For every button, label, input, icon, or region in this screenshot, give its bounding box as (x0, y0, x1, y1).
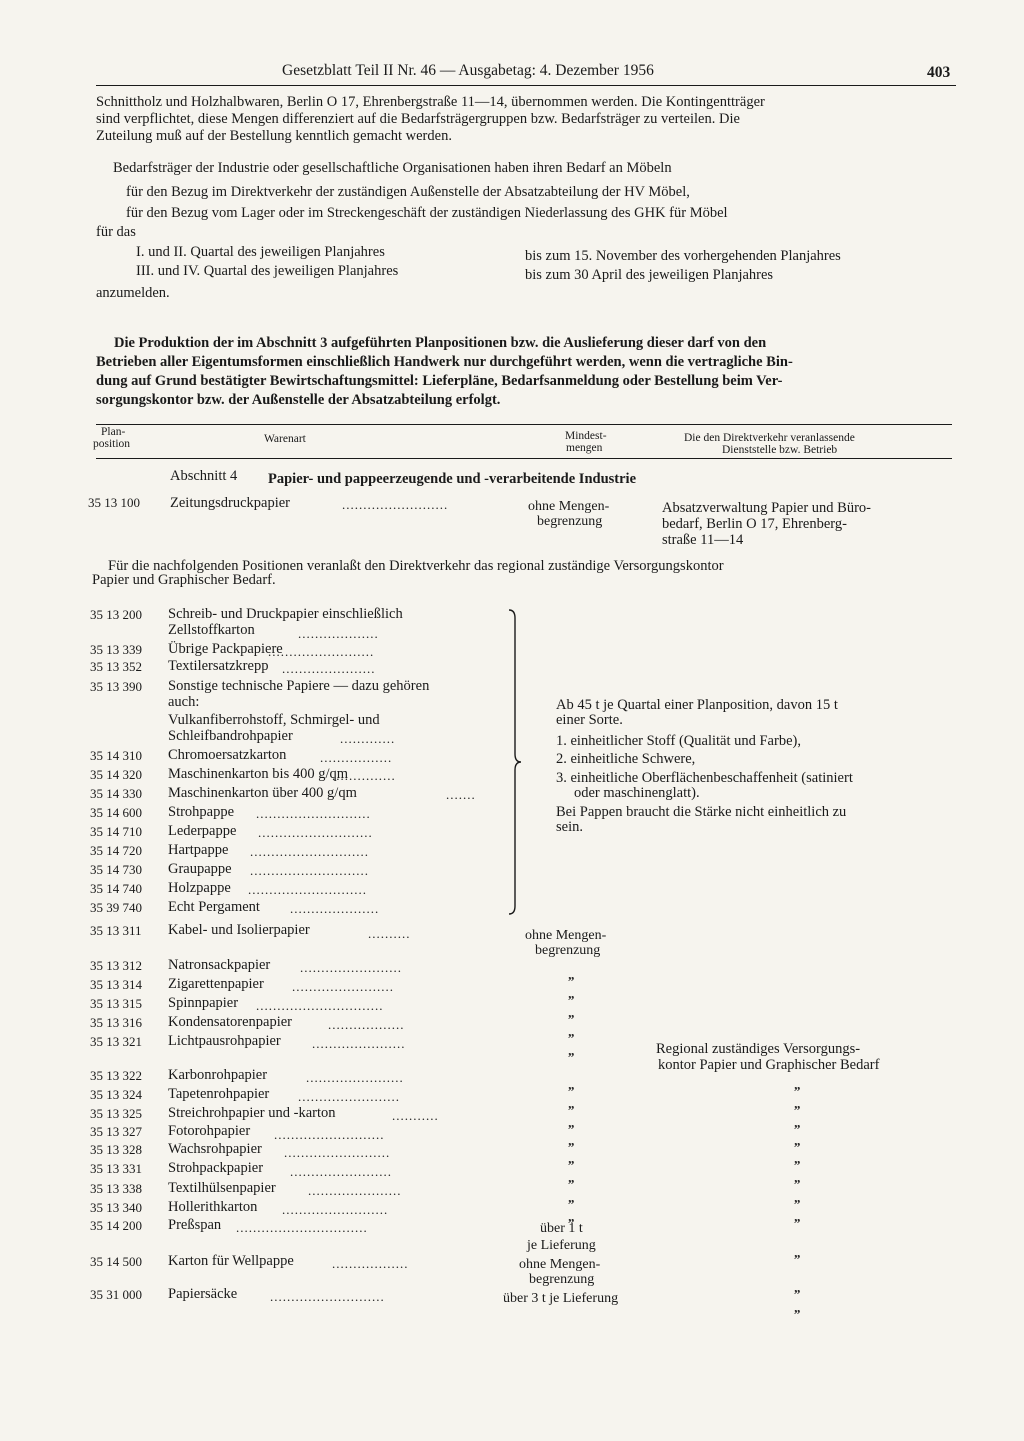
leader-dots: ........................ (298, 1089, 400, 1104)
group2-row-name: Natronsackpapier (168, 957, 271, 973)
leader-dots: ................. (320, 750, 393, 765)
ditto-mark: „ (568, 1005, 575, 1020)
leader-dots: ........... (392, 1108, 439, 1123)
group1-row-name: Strohpappe (168, 804, 235, 820)
leader-dots: ....... (446, 787, 476, 802)
group2-row-name: Streichrohpapier und -karton (168, 1105, 336, 1121)
leader-dots: .......... (368, 926, 411, 941)
group1-row-code: 35 14 720 (90, 843, 142, 858)
group1-note-item-2: 2. einheitliche Schwere, (556, 751, 696, 767)
group1-row-code: 35 14 600 (90, 805, 142, 820)
group2-min-first-1: ohne Mengen- (525, 928, 607, 943)
group2-office-line-1: Regional zuständiges Versorgungs- (656, 1041, 861, 1057)
group1-note-para-1: Bei Pappen braucht die Stärke nicht einheitlich zu (556, 804, 847, 820)
group1-row-code: 35 14 710 (90, 824, 142, 839)
group1-row-name: Schreib- und Druckpapier einschließlich (168, 606, 403, 622)
group1-row-name: Maschinenkarton bis 400 g/qm (168, 766, 349, 782)
group2-row-code: 35 13 325 (90, 1106, 142, 1121)
ditto-mark: „ (794, 1170, 801, 1185)
ditto-mark: „ (568, 986, 575, 1001)
header-rule (96, 85, 956, 86)
group1-row-name: Sonstige technische Papiere — dazu gehören (168, 678, 430, 694)
leader-dots: ......................... (342, 497, 449, 512)
leader-dots: .......................... (274, 1127, 385, 1142)
ditto-mark: „ (794, 1190, 801, 1205)
group1-row-name: auch: (168, 694, 200, 710)
para2-line-1: Bedarfsträger der Industrie oder gesellschaftliche Organisationen haben ihren Bedarf an Möbeln (113, 160, 672, 176)
group1-row-name: Lederpappe (168, 823, 237, 839)
group2-row-code: 35 13 340 (90, 1200, 142, 1215)
quarter-1-2-deadline: bis zum 15. November des vorhergehenden Planjahres (525, 248, 841, 264)
group2-row-code: 35 14 200 (90, 1218, 142, 1233)
leader-dots: ............................ (248, 882, 367, 897)
group2-row-code: 35 14 500 (90, 1254, 142, 1269)
group2-row-code: 35 13 328 (90, 1142, 142, 1157)
group2-row-name: Kabel- und Isolierpapier (168, 922, 310, 938)
section-title: Papier- und pappeerzeugende und -verarbeitende Industrie (268, 471, 637, 487)
group2-row-code: 35 13 316 (90, 1015, 142, 1030)
leader-dots: ..................... (290, 901, 380, 916)
leader-dots: ........................... (256, 806, 371, 821)
intro-line-1: Schnittholz und Holzhalbwaren, Berlin O 17, Ehrenbergstraße 11—14, übernommen werden. Die Kontingentträger (96, 94, 765, 110)
group2-min-papiersaecke: über 3 t je Lieferung (503, 1291, 619, 1306)
group2-row-name: Karton für Wellpappe (168, 1253, 294, 1269)
group2-min-wellpappe-1: ohne Mengen- (519, 1257, 601, 1272)
group2-row-name: Fotorohpapier (168, 1123, 251, 1139)
group1-row-name: Vulkanfiberrohstoff, Schmirgel- und (168, 712, 380, 728)
group2-row-code: 35 13 314 (90, 977, 142, 992)
running-header: Gesetzblatt Teil II Nr. 46 — Ausgabetag: 4. Dezember 1956 (282, 62, 654, 79)
group2-row-name: Lichtpausrohpapier (168, 1033, 281, 1049)
group2-min-pressspan-1: über 1 t (540, 1221, 583, 1236)
ditto-mark: „ (794, 1096, 801, 1111)
bold-para-line-1: Die Produktion der im Abschnitt 3 aufgeführten Planpositionen bzw. die Auslieferung dieser darf von den (114, 335, 767, 351)
ditto-mark: „ (794, 1077, 801, 1092)
col-header-planposition-2: position (93, 438, 131, 450)
group1-row-name: Schleifbandrohpapier (168, 728, 293, 744)
leader-dots: ...................... (308, 1183, 402, 1198)
group1-row-name: Chromoersatzkarton (168, 747, 287, 763)
para2-line-2: für den Bezug im Direktverkehr der zuständigen Außenstelle der Absatzabteilung der HV Möbel, (126, 184, 690, 200)
group1-row-code: 35 14 330 (90, 786, 142, 801)
group2-row-name: Kondensatorenpapier (168, 1014, 293, 1030)
leader-dots: ........................... (270, 1289, 385, 1304)
group1-note-item-1: 1. einheitlicher Stoff (Qualität und Farbe), (556, 733, 801, 749)
ditto-mark: „ (568, 1096, 575, 1111)
group1-row-code: 35 13 339 (90, 642, 142, 657)
leader-dots: ......................... (282, 1202, 389, 1217)
group2-min-first-2: begrenzung (535, 943, 601, 958)
col-header-mindestmengen-2: mengen (566, 442, 603, 454)
first-entry-office-2: bedarf, Berlin O 17, Ehrenberg- (662, 516, 847, 532)
first-entry-office-3: straße 11—14 (662, 532, 744, 548)
intro-line-2: sind verpflichtet, diese Mengen differenziert auf die Bedarfsträgergruppen bzw. Bedarfsträger zu verteilen. Die (96, 111, 740, 127)
group1-row-code: 35 14 730 (90, 862, 142, 877)
bold-para-line-2: Betrieben aller Eigentumsformen einschließlich Handwerk nur durchgeführt werden, wenn die vertragliche Bin- (96, 354, 793, 370)
group1-row-name: Holzpappe (168, 880, 231, 896)
ditto-mark: „ (794, 1245, 801, 1260)
bold-para-line-3: dung auf Grund bestätigter Bewirtschaftungsmittel: Lieferpläne, Bedarfsanmeldung oder Bestellung beim Ver- (96, 373, 783, 389)
group1-row-name: Textilersatzkrepp (168, 658, 269, 674)
leader-dots: ........................... (258, 825, 373, 840)
group1-note-item-3: 3. einheitliche Oberflächenbeschaffenheit (satiniert (556, 770, 853, 786)
ditto-mark: „ (568, 1077, 575, 1092)
col-header-mindestmengen-1: Mindest- (565, 430, 607, 442)
ditto-mark: „ (568, 967, 575, 982)
group1-row-name: Maschinenkarton über 400 g/qm (168, 785, 357, 801)
group1-row-name: Zellstoffkarton (168, 622, 255, 638)
group1-brace (505, 608, 525, 916)
quarter-3-4-deadline: bis zum 30 April des jeweiligen Planjahres (525, 267, 774, 283)
group2-row-code: 35 13 338 (90, 1181, 142, 1196)
first-entry-code: 35 13 100 (88, 495, 140, 510)
ditto-mark: „ (568, 1133, 575, 1148)
leader-dots: ........................ (290, 1164, 392, 1179)
bold-para-line-4: sorgungskontor bzw. der Außenstelle der Absatzabteilung erfolgt. (96, 392, 501, 408)
quarter-3-4: III. und IV. Quartal des jeweiligen Planjahres (136, 263, 399, 279)
note-line-1: Für die nachfolgenden Positionen veranlaßt den Direktverkehr das regional zuständige Versorgungskontor (108, 558, 724, 574)
group2-min-wellpappe-2: begrenzung (529, 1272, 595, 1287)
group1-row-code: 35 14 320 (90, 767, 142, 782)
group2-row-code: 35 13 324 (90, 1087, 142, 1102)
group1-row-name: Hartpappe (168, 842, 229, 858)
first-entry-office-1: Absatzverwaltung Papier und Büro- (662, 500, 871, 516)
col-header-warenart: Warenart (264, 433, 306, 445)
group2-row-name: Papiersäcke (168, 1286, 238, 1302)
col-header-planposition-1: Plan- (101, 426, 126, 438)
ditto-mark: „ (568, 1170, 575, 1185)
group2-row-code: 35 31 000 (90, 1287, 142, 1302)
leader-dots: ............................ (250, 863, 369, 878)
ditto-mark: „ (568, 1024, 575, 1039)
group1-row-name: Übrige Packpapiere (168, 641, 283, 657)
leader-dots: ................... (298, 626, 379, 641)
col-header-dienststelle-2: Dienststelle bzw. Betrieb (722, 444, 838, 456)
group2-row-code: 35 13 321 (90, 1034, 142, 1049)
group2-row-name: Tapetenrohpapier (168, 1086, 270, 1102)
first-entry-min-1: ohne Mengen- (528, 499, 610, 514)
group1-row-code: 35 14 310 (90, 748, 142, 763)
group2-row-name: Strohpackpapier (168, 1160, 264, 1176)
group2-row-code: 35 13 331 (90, 1161, 142, 1176)
group1-row-code: 35 39 740 (90, 900, 142, 915)
ditto-mark: „ (568, 1190, 575, 1205)
ditto-mark: „ (568, 1151, 575, 1166)
leader-dots: .................. (328, 1017, 405, 1032)
ditto-mark: „ (794, 1280, 801, 1295)
group2-row-code: 35 13 311 (90, 923, 142, 938)
note-line-2: Papier und Graphischer Bedarf. (92, 572, 276, 588)
leader-dots: ...................... (282, 661, 376, 676)
leader-dots: ............................ (250, 844, 369, 859)
section-label: Abschnitt 4 (170, 468, 238, 484)
group2-min-pressspan-2: je Lieferung (527, 1238, 596, 1253)
group1-note-line-1: Ab 45 t je Quartal einer Planposition, davon 15 t (556, 697, 838, 713)
leader-dots: .............................. (256, 998, 384, 1013)
para2-end: anzumelden. (96, 285, 170, 301)
page-number: 403 (927, 64, 951, 81)
group1-row-code: 35 13 200 (90, 607, 142, 622)
group2-row-name: Zigarettenpapier (168, 976, 264, 992)
ditto-mark: „ (794, 1115, 801, 1130)
group2-row-code: 35 13 312 (90, 958, 142, 973)
leader-dots: ............... (332, 768, 396, 783)
leader-dots: ........................ (300, 960, 402, 975)
ditto-mark: „ (568, 1043, 575, 1058)
group1-note-para-2: sein. (556, 819, 583, 835)
leader-dots: ......................... (284, 1145, 391, 1160)
group2-row-name: Karbonrohpapier (168, 1067, 268, 1083)
group1-row-code: 35 14 740 (90, 881, 142, 896)
group2-row-code: 35 13 315 (90, 996, 142, 1011)
group1-row-code: 35 13 390 (90, 679, 142, 694)
first-entry-name: Zeitungsdruckpapier (170, 495, 290, 511)
group2-office-line-2: kontor Papier und Graphischer Bedarf (658, 1057, 880, 1073)
group2-row-code: 35 13 327 (90, 1124, 142, 1139)
leader-dots: ............. (340, 731, 396, 746)
first-entry-min-2: begrenzung (537, 514, 603, 529)
col-header-dienststelle-1: Die den Direktverkehr veranlassende (684, 432, 855, 444)
group1-row-name: Graupappe (168, 861, 232, 877)
group2-row-name: Hollerithkarton (168, 1199, 258, 1215)
group2-row-code: 35 13 322 (90, 1068, 142, 1083)
ditto-mark: „ (794, 1151, 801, 1166)
table-top-rule (96, 424, 952, 425)
group2-row-name: Spinnpapier (168, 995, 239, 1011)
group1-row-name: Echt Pergament (168, 899, 260, 915)
ditto-mark: „ (568, 1209, 575, 1224)
ditto-mark: „ (568, 1115, 575, 1130)
leader-dots: .................. (332, 1256, 409, 1271)
ditto-mark: „ (794, 1300, 801, 1315)
group1-note-item-3b: oder maschinenglatt). (574, 785, 700, 801)
ditto-mark: „ (794, 1133, 801, 1148)
para2-line-4: für das (96, 224, 136, 240)
group2-row-name: Textilhülsenpapier (168, 1180, 276, 1196)
leader-dots: ........................ (292, 979, 394, 994)
ditto-mark: „ (794, 1209, 801, 1224)
quarter-1-2: I. und II. Quartal des jeweiligen Planjahres (136, 244, 385, 260)
leader-dots: ...................... (312, 1036, 406, 1051)
intro-line-3: Zuteilung muß auf der Bestellung kenntlich gemacht werden. (96, 128, 452, 144)
leader-dots: ......................... (268, 644, 375, 659)
group1-row-code: 35 13 352 (90, 659, 142, 674)
table-header-rule (96, 458, 952, 459)
group1-note-line-2: einer Sorte. (556, 712, 623, 728)
para2-line-3: für den Bezug vom Lager oder im Streckengeschäft der zuständigen Niederlassung des GHK für Möbel (126, 205, 728, 221)
leader-dots: ............................... (236, 1220, 368, 1235)
group2-row-name: Wachsrohpapier (168, 1141, 262, 1157)
group2-row-name: Preßspan (168, 1217, 222, 1233)
leader-dots: ....................... (306, 1070, 404, 1085)
